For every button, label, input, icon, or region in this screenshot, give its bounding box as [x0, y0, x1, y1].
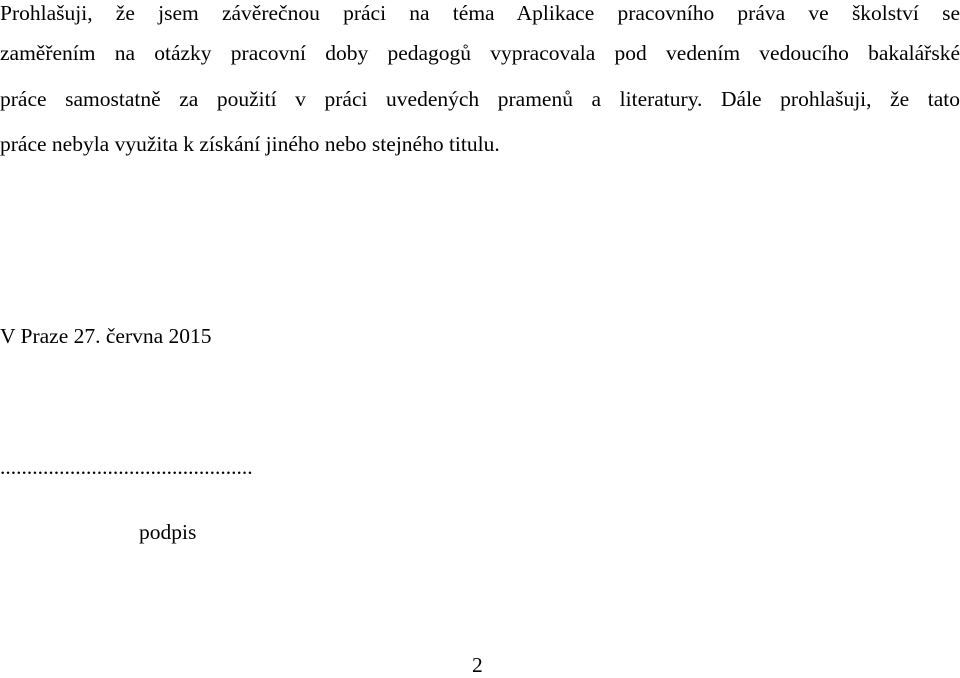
- declaration-line: práce nebyla využita k získání jiného nebo stejného titulu.: [0, 132, 500, 156]
- signature-line: ...............................................: [0, 455, 253, 479]
- declaration-line: práce samostatně za použití v práci uvedených pramenů a literatury. Dále prohlašuji, že tato: [0, 87, 960, 111]
- page-number: 2: [472, 653, 483, 677]
- signature-label: podpis: [139, 520, 197, 544]
- place-and-date: V Praze 27. června 2015: [0, 324, 212, 348]
- declaration-line: zaměřením na otázky pracovní doby pedagogů vypracovala pod vedením vedoucího bakalářské: [0, 41, 960, 65]
- declaration-line: Prohlašuji, že jsem závěrečnou práci na téma Aplikace pracovního práva ve školství se: [0, 1, 960, 25]
